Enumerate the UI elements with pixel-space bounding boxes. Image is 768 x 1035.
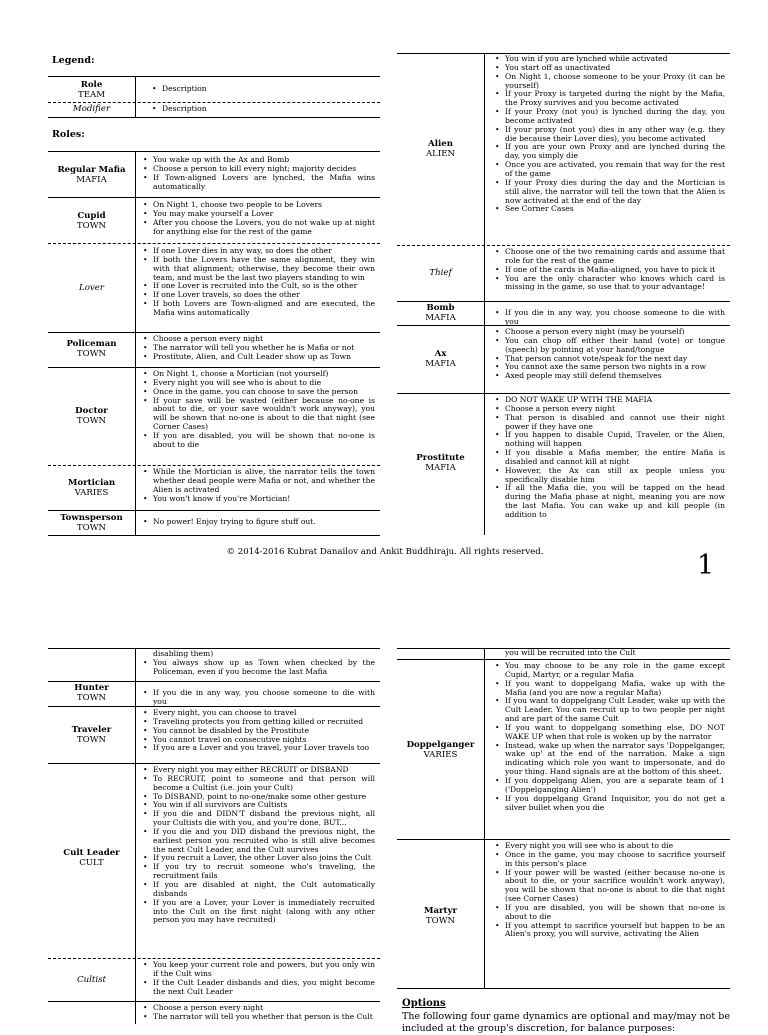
description-item: • If your save will be wasted (either because no-one is about to die, or your save wouldn't work anyway), you will be shown that no-one is about to die that night (see Corner Cases) <box>141 397 375 432</box>
role-name: Thief <box>429 268 452 278</box>
description-item: • However, the Ax can still ax people unless you specifically disable him <box>493 467 725 485</box>
description-item: • No power! Enjoy trying to figure stuff out. <box>141 518 375 527</box>
description-item: • Choose a person every night <box>493 405 725 414</box>
description-item: • If you are disabled, you will be shown that no-one is about to die <box>141 432 375 450</box>
legend-bottom-rule <box>48 117 380 118</box>
description-item: • If you are your own Proxy and are lynched during the day, you simply die <box>493 143 725 161</box>
legend-top-rule <box>48 76 380 77</box>
description-item: • After you choose the Lovers, you do not wake up at night for anything else for the rest of the game <box>141 219 375 237</box>
copyright-footer: © 2014-2016 Kubrat Danailov and Ankit Buddhiraju. All rights reserved. <box>226 547 544 557</box>
role-description-list <box>493 662 725 812</box>
role-name: Ax <box>434 349 447 359</box>
role-traveler <box>48 725 135 745</box>
role-description-list <box>141 961 375 996</box>
role-description-list <box>141 156 375 191</box>
right-table-divider <box>484 53 485 535</box>
role-team: MAFIA <box>425 313 456 323</box>
description-item: • If you are disabled at night, the Cult automatically disbands <box>141 881 375 899</box>
description-item: • The narrator will tell you whether he is Mafia or not <box>141 344 375 353</box>
description-item: • You win if you are lynched while activated <box>493 55 725 64</box>
description-item: • You wake up with the Ax and Bomb <box>141 156 375 165</box>
role-team: MAFIA <box>76 175 107 185</box>
description-item: • Every night you may either RECRUIT or DISBAND <box>141 766 375 775</box>
description-item: • Once you are activated, you remain that way for the rest of the game <box>493 161 725 179</box>
role-ax <box>397 349 484 369</box>
row-rule <box>48 1001 380 1002</box>
options-text: The following four game dynamics are optional and may/may not be included at the group's discretion, for balance purposes: <box>402 1011 730 1034</box>
row-rule <box>48 367 380 368</box>
role-name: Martyr <box>423 906 458 916</box>
role-cult-leader <box>48 848 135 868</box>
role-description-list <box>493 649 725 658</box>
role-description-list <box>141 335 375 362</box>
description-item: • Choose a person every night (may be yourself) <box>493 328 725 337</box>
role-team: VARIES <box>423 750 458 760</box>
description-item: • If you are disabled, you will be shown that no-one is about to die <box>493 904 725 922</box>
description-item: • The narrator will tell you whether that person is the Cult <box>141 1013 375 1022</box>
description-item: • You win if all survivors are Cultists <box>141 801 375 810</box>
description-item: • Choose a person to kill every night; majority decides <box>141 165 375 174</box>
legend-description <box>150 85 350 94</box>
description-item: • To DISBAND, point to no-one/make some other gesture <box>141 793 375 802</box>
description-item: • If your Proxy dies during the day and the Mortician is still alive, the narrator will tell the town that the Alien is now activated at the end of the day <box>493 179 725 206</box>
role-name: Doppelganger <box>406 740 475 750</box>
role-policeman <box>48 339 135 359</box>
description-item: • You start off as unactivated <box>493 64 725 73</box>
description-item: • DO NOT WAKE UP WITH THE MAFIA <box>493 396 725 405</box>
role-bomb <box>397 303 484 323</box>
description-item: • If you die and you DID disband the previous night, the earliest person you recruited who is still alive becomes the next Cult Leader, and the Cult survives <box>141 828 375 855</box>
description-item: • Instead, wake up when the narrator says 'Doppelganger, wake up' at the end of the narration. Make a sign indicating which role you want to impersonate, and do your thing. Hand signals are at the bottom of this sheet. <box>493 742 725 777</box>
role-townsperson <box>48 513 135 533</box>
role-thief <box>397 268 484 278</box>
role-name: Lover <box>79 283 104 293</box>
description-item: • If all the Mafia die, you will be tapped on the head during the Mafia phase at night, meaning you are now the last Mafia. You can wake up and kill people (in addition to <box>493 484 725 519</box>
role-team: TOWN <box>76 693 107 703</box>
description-item: • On Night 1, choose a Mortician (not yourself) <box>141 370 375 379</box>
legend-heading: Legend: <box>52 55 95 66</box>
description-item: • If you happen to disable Cupid, Traveler, or the Alien, nothing will happen <box>493 431 725 449</box>
description-item: • Choose a person every night <box>141 1004 375 1013</box>
role-name: Cultist <box>77 975 106 985</box>
role-team: TOWN <box>76 416 107 426</box>
role-name: Traveler <box>71 725 112 735</box>
description-item: • You keep your current role and powers, but you only win if the Cult wins <box>141 961 375 979</box>
role-description-list <box>493 842 725 939</box>
row-rule <box>48 332 380 333</box>
role-description-list <box>141 709 375 753</box>
row-rule <box>397 988 730 989</box>
description-item: • Once in the game, you can choose to save the person <box>141 388 375 397</box>
description-continuation: you will be recruited into the Cult <box>505 648 636 657</box>
role-team: CULT <box>79 858 104 868</box>
legend-team-label: TEAM <box>77 90 105 100</box>
role-team: TOWN <box>76 221 107 231</box>
description-item: • If you die in any way, you choose someone to die with you <box>141 689 375 707</box>
role-team: TOWN <box>76 735 107 745</box>
role-description-list <box>141 518 375 527</box>
description-item: • You cannot be disabled by the Prostitute <box>141 727 375 736</box>
role-name: Policeman <box>66 339 117 349</box>
description-item: • If Town-aligned Lovers are lynched, the Mafia wins automatically <box>141 174 375 192</box>
description-item: • If you want to doppelgang Mafia, wake up with the Mafia (and you are now a regular Mafia) <box>493 680 725 698</box>
role-description-list <box>493 396 725 520</box>
role-team: ALIEN <box>425 149 456 159</box>
legend-modifier-label: Modifier <box>72 104 111 114</box>
description-item: • That person cannot vote/speak for the next day <box>493 355 725 364</box>
role-name: Townsperson <box>60 513 123 523</box>
row-rule <box>397 659 730 660</box>
role-team: TOWN <box>76 523 107 533</box>
role-hunter <box>48 683 135 703</box>
legend-description-item: • Description <box>150 105 350 114</box>
role-description-list <box>141 370 375 450</box>
description-item: • If you die in any way, you choose someone to die with you <box>493 309 725 327</box>
role-martyr <box>397 906 484 926</box>
description-item: • If one Lover is recruited into the Cult, so is the other <box>141 282 375 291</box>
role-team: TOWN <box>76 349 107 359</box>
role-cupid <box>48 211 135 231</box>
description-item: • If you want to doppelgang something else, DO NOT WAKE UP when that role is woken up by the narrator <box>493 724 725 742</box>
role-prostitute <box>397 453 484 473</box>
role-description-list <box>141 689 375 707</box>
role-name: Cult Leader <box>63 848 120 858</box>
role-name: Bomb <box>426 303 455 313</box>
row-rule <box>397 301 730 302</box>
row-rule <box>48 151 380 152</box>
role-description-list <box>141 1004 375 1022</box>
role-name: Regular Mafia <box>57 165 126 175</box>
role-team: VARIES <box>74 488 109 498</box>
description-item: • You can chop off either their hand (vote) or tongue (speech) by pointing at your hand/tongue <box>493 337 725 355</box>
role-team: MAFIA <box>425 359 456 369</box>
description-item: • If one Lover dies in any way, so does the other <box>141 247 375 256</box>
role-description-list <box>493 248 725 292</box>
row-rule <box>397 839 730 840</box>
description-item: • If you doppelgang Grand Inquisitor, you do not get a silver bullet when you die <box>493 795 725 813</box>
row-rule <box>48 535 380 536</box>
description-item: • That person is disabled and cannot use their night power if they have one <box>493 414 725 432</box>
legend-description-item: • Description <box>150 85 350 94</box>
legend-middle-rule <box>48 102 380 103</box>
description-item: • If both the Lovers have the same alignment, they win with that alignment; otherwise, they become their own team, and must be the last two players standing to win <box>141 256 375 283</box>
description-item: • You may make yourself a Lover <box>141 210 375 219</box>
legend-role-cell <box>48 80 135 100</box>
legend-column-divider <box>135 76 136 117</box>
row-rule <box>48 465 380 466</box>
description-item: • Once in the game, you may choose to sacrifice yourself in this person's place <box>493 851 725 869</box>
description-item: • If you doppelgang Alien, you are a separate team of 1 ('Doppelganging Alien') <box>493 777 725 795</box>
legend-role-label: Role <box>80 80 103 90</box>
description-item: • Choose a person every night <box>141 335 375 344</box>
description-item: • If you die and DIDN'T disband the previous night, all your Cultists die with you, and you're done, BUT... <box>141 810 375 828</box>
row-rule <box>48 197 380 198</box>
description-item: • If you recruit a Lover, the other Lover also joins the Cult <box>141 854 375 863</box>
right-table-divider <box>484 648 485 988</box>
row-rule <box>48 510 380 511</box>
role-description-list <box>141 247 375 318</box>
row-rule <box>48 648 380 649</box>
description-item: • If you are a Lover, your Lover is immediately recruited into the Cult on the first night (along with any other person you may have recruited) <box>141 899 375 926</box>
description-item: • While the Mortician is alive, the narrator tells the town whether dead people were Mafia or not, and whether the Alien is activated <box>141 468 375 495</box>
role-lover <box>48 283 135 293</box>
description-item: • Choose one of the two remaining cards and assume that role for the rest of the game <box>493 248 725 266</box>
role-description-list <box>493 328 725 381</box>
description-item: • Traveling protects you from getting killed or recruited <box>141 718 375 727</box>
role-name: Mortician <box>67 478 116 488</box>
options-heading: Options <box>402 998 446 1009</box>
description-item: • If you disable a Mafia member, the entire Mafia is disabled and cannot kill at night <box>493 449 725 467</box>
role-description-list <box>493 55 725 214</box>
description-item: • If one Lover travels, so does the other <box>141 291 375 300</box>
role-regular-mafia <box>48 165 135 185</box>
legend-modifier-cell <box>48 104 135 114</box>
role-doppelganger <box>397 740 484 760</box>
role-team: MAFIA <box>425 463 456 473</box>
description-item: • If your proxy (not you) dies in any other way (e.g. they die because their Lover dies), you become activated <box>493 126 725 144</box>
role-name: Doctor <box>75 406 108 416</box>
description-item: • If your power will be wasted (either because no-one is about to die, or your sacrifice wouldn't work anyway), you will be shown that no-one is about to die that night (see Corner Cases) <box>493 869 725 904</box>
role-cultist <box>48 975 135 985</box>
description-item: • If your Proxy (not you) is lynched during the day, you become activated <box>493 108 725 126</box>
legend-description-2 <box>150 105 350 114</box>
description-item: • If the Cult Leader disbands and dies, you might become the next Cult Leader <box>141 979 375 997</box>
left-table-divider <box>135 648 136 1024</box>
description-item: • If you try to recruit someone who's traveling, the recruitment fails <box>141 863 375 881</box>
role-description-list <box>141 468 375 503</box>
role-mortician <box>48 478 135 498</box>
description-item: • Prostitute, Alien, and Cult Leader show up as Town <box>141 353 375 362</box>
description-item: • If both Lovers are Town-aligned and are executed, the Mafia wins automatically <box>141 300 375 318</box>
description-item: • Every night you will see who is about to die <box>493 842 725 851</box>
role-name: Prostitute <box>416 453 465 463</box>
role-doctor <box>48 406 135 426</box>
row-rule <box>48 243 380 244</box>
description-item: • You cannot axe the same person two nights in a row <box>493 363 725 372</box>
roles-heading: Roles: <box>52 129 85 140</box>
role-name: Cupid <box>77 211 106 221</box>
row-rule <box>397 245 730 246</box>
description-continuation: disabling them) <box>153 649 214 658</box>
role-team: TOWN <box>425 916 456 926</box>
description-item: • If you attempt to sacrifice yourself but happen to be an Alien's proxy, you will survive, activating the Alien <box>493 922 725 940</box>
role-description-list <box>141 650 375 677</box>
description-item: • If you want to doppelgang Cult Leader, wake up with the Cult Leader. You can recruit up to two people per night and are part of the same Cult <box>493 697 725 724</box>
role-description-list <box>141 766 375 925</box>
description-item: • If your Proxy is targeted during the night by the Mafia, the Proxy survives and you become activated <box>493 90 725 108</box>
role-description-list <box>141 201 375 236</box>
row-rule <box>48 681 380 682</box>
description-item: • To RECRUIT, point to someone and that person will become a Cultist (i.e. join your Cult) <box>141 775 375 793</box>
row-rule <box>397 393 730 394</box>
page-number: 1 <box>697 550 715 581</box>
description-item: • If one of the cards is Mafia-aligned, you have to pick it <box>493 266 725 275</box>
description-item: • You are the only character who knows which card is missing in the game, so use that to your advantage! <box>493 275 725 293</box>
left-table-divider <box>135 151 136 535</box>
description-item: • You cannot travel on consecutive nights <box>141 736 375 745</box>
description-item: • Every night you will see who is about to die <box>141 379 375 388</box>
description-item: • You won't know if you're Mortician! <box>141 495 375 504</box>
role-description-list <box>493 309 725 327</box>
role-name: Hunter <box>74 683 109 693</box>
role-alien <box>397 139 484 159</box>
description-item: • You always show up as Town when checked by the Policeman, even if you become the last Mafia <box>141 659 375 677</box>
row-rule <box>48 958 380 959</box>
description-item: • If you are a Lover and you travel, your Lover travels too <box>141 744 375 753</box>
row-rule <box>48 763 380 764</box>
role-name: Alien <box>428 139 453 149</box>
description-item: • Every night, you can choose to travel <box>141 709 375 718</box>
description-item: • You may choose to be any role in the game except Cupid, Martyr, or a regular Mafia <box>493 662 725 680</box>
description-item: • Axed people may still defend themselves <box>493 372 725 381</box>
description-item: • On Night 1, choose two people to be Lovers <box>141 201 375 210</box>
description-item: • See Corner Cases <box>493 205 725 214</box>
description-item: • On Night 1, choose someone to be your Proxy (it can be yourself) <box>493 73 725 91</box>
